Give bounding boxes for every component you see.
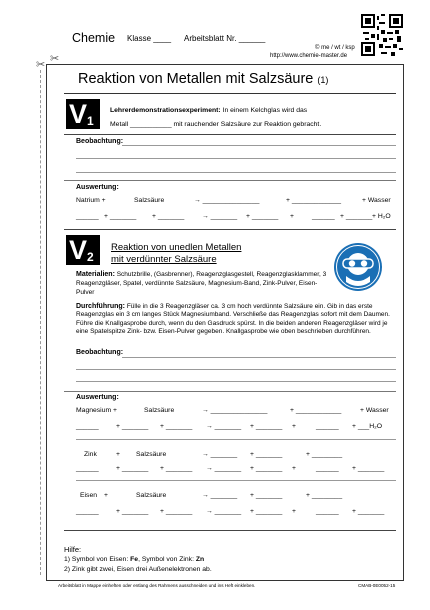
beobachtung-label: Beobachtung: <box>76 349 124 356</box>
hilfe-line-1: 1) Symbol von Eisen: Fe, Symbol von Zink: Zn <box>64 556 205 563</box>
scissors-icon: ✂ <box>50 53 60 65</box>
footer-code: CMAB-0E0052-15 <box>358 583 396 588</box>
divider <box>64 530 396 531</box>
answer-line <box>76 381 396 382</box>
divider <box>64 134 396 135</box>
qr-code <box>361 14 403 56</box>
materialien-text: Materialien: Schutzbrille, (Gasbrenner), Reagenzglasgestell, Reagenzglasklammer, 3 Reagenzgläser, Spatel, verdünnte Salzsäure, Magnesium-Band, Zink-Pulver, Eisen-Pulver <box>76 271 327 296</box>
klasse-field: Klasse ____ <box>127 34 172 43</box>
title-divider <box>64 93 396 94</box>
separator-line <box>76 439 396 440</box>
website-url: http://www.chemie-master.de <box>270 53 348 59</box>
answer-line <box>122 145 396 146</box>
divider <box>64 391 396 392</box>
answer-line <box>76 369 396 370</box>
worksheet-title: Reaktion von Metallen mit Salzsäure (1) <box>78 71 329 87</box>
beobachtung-label: Beobachtung: <box>76 138 124 145</box>
answer-line <box>76 172 396 173</box>
subject: Chemie <box>72 31 116 45</box>
scissors-icon: ✂ <box>36 59 46 71</box>
safety-goggles-icon <box>333 242 383 292</box>
v1-metal-sentence: Metall ___________ mit rauchender Salzsäure zur Reaktion gebracht. <box>110 121 322 128</box>
footer-instruction: Arbeitsblatt in Mappe einheften oder entlang des Rahmens ausschneiden und ins Heft einkleben. <box>58 583 256 588</box>
divider <box>64 229 396 230</box>
authors: © me / wt / ksp <box>315 45 355 51</box>
divider <box>64 180 396 181</box>
answer-line <box>122 357 396 358</box>
v2-title-line1: Reaktion von unedlen Metallen <box>111 242 242 253</box>
auswertung-label: Auswertung: <box>76 184 119 191</box>
answer-line <box>76 158 396 159</box>
arbeitsblatt-field: Arbeitsblatt Nr. ______ <box>184 34 266 43</box>
cut-line-left <box>40 70 42 575</box>
experiment-badge-v1: $V_1$ <box>66 99 100 129</box>
v1-intro: Lehrerdemonstrationsexperiment: In einem Kelchglas wird das <box>110 107 308 114</box>
durchfuehrung-text: Durchführung: Fülle in die 3 Reagenzgläser ca. 3 cm hoch verdünnte Salzsäure ein. Gib in das erste Reagenzglas ein 3 cm langes Stück Magnesiumband. Verschließe das Reagenzglas sofort mit dem Daumen. Führe die Knallgasprobe durch, wenn du den Gasdruck spürst. In die beiden anderen Reagenzgläser wird je eine Spatelspitze Zink- bzw. Eisen-Pulver gegeben. Knallgasprobe wie oben beschrieben durchführen. <box>76 303 390 336</box>
hilfe-heading: Hilfe: <box>64 545 82 554</box>
hilfe-line-2: 2) Zink gibt zwei, Eisen drei Außenelektronen ab. <box>64 566 212 573</box>
v2-title-line2: mit verdünnter Salzsäure <box>111 254 217 265</box>
separator-line <box>76 480 396 481</box>
experiment-badge-v2: $V_2$ <box>66 235 100 265</box>
auswertung-label: Auswertung: <box>76 394 119 401</box>
